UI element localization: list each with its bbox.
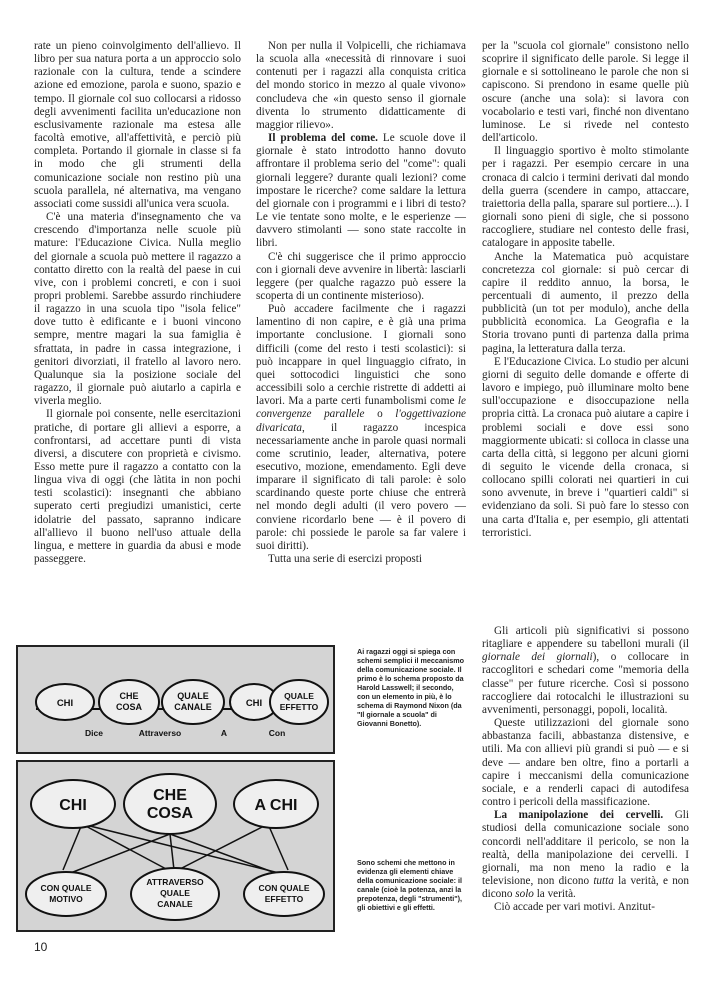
node-che-cosa (99, 680, 159, 724)
paragraph: C'è una materia d'insegnamento che va crescendo d'importanza nelle scuole più mature: l'Educazione Civica. Nulla meglio del giornale a scuola può mettere il ragazzo a contatto diretto con la realtà del paese in cui vive, con i problemi concreti, e con i suoi propri problemi. Sarebbe assurdo rinchiudere il ragazzo in una scuola tipo "isola felice" dove tutto è edificante e i buoni vincono sempre, mentre magari la sua famiglia è sfrattata, in padre in cassa integrazione, i genitori divorziati, il fratello al lavoro nero. Qualunque sia la posizione sociale del ragazzo, il giornale può aiutarlo a capirla e viverla meglio. (34, 211, 241, 408)
paragraph-section-come: Il problema del come. Le scuole dove il giornale è stato introdotto hanno dovuto affrontare il problema serio del "come": quali giornali leggere? durante quali lezioni? come impostare le ricerche? come saldare la lettura del giornale con i programmi e i libri di testo? Le vie tentate sono molte, e le esperienze — davvero stimolanti — sono state raccolte in libri. (256, 132, 467, 250)
svg-text:CON QUALE: CON QUALE (40, 883, 92, 893)
svg-text:CHE: CHE (153, 787, 187, 804)
section-heading: La manipolazione dei cervelli. (494, 809, 664, 822)
page-number: 10 (34, 940, 48, 954)
svg-text:QUALE: QUALE (160, 888, 190, 898)
svg-text:CHI: CHI (245, 698, 263, 709)
nixon-diagram-svg (18, 762, 333, 930)
nixon-diagram (16, 760, 335, 932)
text-column-2 (256, 40, 466, 566)
paragraph: Tutta una serie di esercizi proposti (268, 553, 423, 566)
text-column-3 (482, 40, 689, 540)
node-attraverso-quale-canale (131, 868, 219, 920)
link-con: Con (268, 728, 286, 738)
lasswell-diagram-svg (18, 647, 333, 752)
section-heading: Il problema del come. (268, 132, 378, 145)
node-a-chi (234, 780, 318, 828)
svg-text:EFFETTO: EFFETTO (279, 702, 319, 712)
paragraph: Gli articoli più significativi si possono ritagliare e appendere su tabelloni murali (il giornale dei giornali), o collocare in raccoglitori e schedari come "memoria della classe" per future ricerche. Così si possono raccogliere dai rotocalchi le illustrazioni su avvenimenti, personaggi, popoli, località. (482, 625, 689, 716)
lasswell-diagram (16, 645, 335, 754)
figure-caption-1: Ai ragazzi oggi si spiega con schemi semplici il meccanismo della comunicazione sociale. Il primo è lo schema proposto da Harold Lasswell; il secondo, con un elemento in più, è lo schema di Raymond Nixon (da "Il giornale a scuola" di Giovanni Bonetto). (357, 647, 465, 728)
link-a: A (220, 728, 228, 738)
paragraph: rate un pieno coinvolgimento dell'allievo. Il libro per sua natura porta a un approccio solo razionale con la cultura, tende a scindere azione ed emozione, parola e suono, spazio e tempo. Il giornale col suo collocarsi a ridosso degli avvenimenti facilita un'educazione non esclusivamente razionale ma estesa alle facoltà emotive, all'affettività, e perciò più completa. Portando il giornale in classe si fa in modo che gli strumenti della comunicazione sociale non restino più una scuola parallela, né alternativa, ma vengano associati come sussidi all'unica vera scuola. (34, 40, 241, 210)
paragraph: Il linguaggio sportivo è molto stimolante per i ragazzi. Per esempio cercare in una cronaca di calcio i termini derivati dal mondo della guerra (scendere in campo, attaccare, traiettoria della palla, sparare sul portiere...). I giornali sono pieni di sigle, che si possono raccogliere, studiare nel contesto delle frasi, catalogare in apposite tabelle. (482, 145, 689, 250)
link-attraverso: Attraverso (138, 728, 182, 738)
paragraph: C'è chi suggerisce che il primo approccio con i giornali deve avvenire in libertà: lasciarli leggere (per qualche ragazzo può essere la scoperta di un continente misterioso). (256, 250, 466, 302)
node-con-quale-motivo (26, 872, 106, 916)
paragraph: E l'Educazione Civica. Lo studio per alcuni giorni di seguito delle domande e offerte di lavoro e impiego, può illuminare molto bene sull'occupazione e disoccupazione nella propria città. La cronaca può aiutare a capire i problemi sociali e dove essi sono maggiormente ubicati: si colloca in classe una carta della città, si leggono per alcuni giorni di seguito le vicende della cronaca, si collocano spilli colorati nei quartieri in cui sono avvenute, in breve i "quartieri caldi" si evidenziano da soli. Si può fare lo stesso con una carta d'Italia e, per esempio, gli attentati terroristici. (482, 355, 689, 539)
svg-text:CON QUALE: CON QUALE (258, 883, 310, 893)
svg-text:CANALE: CANALE (157, 899, 193, 909)
svg-text:CHI: CHI (59, 797, 87, 814)
figure-caption-2: Sono schemi che mettono in evidenza gli elementi chiave della comunicazione sociale: il canale (cioè la potenza, anzi la prepotenza, degli "strumenti"), gli obiettivi e gli effetti. (357, 858, 463, 912)
svg-text:QUALE: QUALE (177, 691, 209, 701)
svg-text:QUALE: QUALE (284, 691, 314, 701)
svg-text:CHE: CHE (119, 691, 139, 701)
svg-text:COSA: COSA (115, 702, 143, 712)
link-dice: Dice (85, 728, 103, 738)
paragraph-section-manipolazione: La manipolazione dei cervelli. Gli studiosi della comunicazione sociale sono concordi nell'additare il pericolo, se non la realtà, della manipolazione dei cervelli. I giornali, ma non meno la radio e la televisione, non dicono tutta la verità, e non dicono solo la verità. (482, 809, 690, 901)
svg-text:ATTRAVERSO: ATTRAVERSO (146, 877, 204, 887)
paragraph: Anche la Matematica può acquistare concretezza col giornale: si può cercar di capire il reddito annuo, la borsa, le percentuali di aumento, il prezzo della pubblicità (un tot per modulo), anche della pubblicità economica. La Geografia e la Storia trovano punti di partenza dalla prima pagina, la letteratura dalla terza. (482, 250, 689, 355)
svg-text:MOTIVO: MOTIVO (49, 894, 83, 904)
node-chi (36, 684, 94, 720)
node-che-cosa (124, 774, 216, 834)
node-con-quale-effetto (244, 872, 324, 916)
svg-text:CHI: CHI (56, 698, 74, 709)
text-column-3-continued (482, 625, 689, 914)
svg-text:A CHI: A CHI (254, 797, 298, 814)
paragraph: Non per nulla il Volpicelli, che richiamava la scuola alla «necessità di rinnovare i suoi contenuti per i ragazzi alla conquista critica del mondo storico in mezzo al quale vivono» concludeva che «in questo senso il giornale diventa lo strumento didatticamente di maggior rilievo». (256, 40, 466, 131)
text-column-1 (34, 40, 241, 566)
node-quale-canale (162, 680, 224, 724)
paragraph: Può accadere facilmente che i ragazzi lamentino di non capire, e è già una prima importante conclusione. I giornali sono difficili (come del resto i testi scolastici): si può incappare in quel linguaggio cifrato, in quei sottocodici linguistici che sono accessibili solo a cerchie ristrette di addetti ai lavori. Ma a parte certi funambolismi come le convergenze parallele o l'oggettivazione divaricata, il ragazzo incespica necessariamente anche in parole quasi normali come scrutinio, leader, alternativa, potere esecutivo, mozione, emendamento. Egli deve imparare il significato di tali parole: è solo scardinando queste porte chiuse che entrerà nel mondo degli adulti (il vero povero — conviene ricordarlo bene — è il povero di parole: chi possiede le parole sa far valere i suoi diritti). (256, 303, 467, 552)
paragraph: Ciò accade per vari motivi. Anzitut- (494, 901, 655, 914)
svg-text:EFFETTO: EFFETTO (264, 894, 304, 904)
node-quale-effetto (270, 680, 328, 724)
paragraph: Il giornale poi consente, nelle esercitazioni pratiche, di portare gli allievi a esporre, a confrontarsi, ad accettare punti di vista diversi, a discutere con proprietà e civismo. Esso mette pure il ragazzo a contatto con la lingua viva di oggi (che làtita in non pochi testi scolastici): insegnanti che abbiano superato certi pregiudizi umanistici, certe idolatrie del passato, sapranno indicare all'allievo il buono nell'uso attuale della lingua, e mettere in guardia da abusi e mode passeggere. (34, 408, 241, 566)
svg-text:COSA: COSA (146, 805, 194, 822)
node-chi (31, 780, 115, 828)
svg-text:CANALE: CANALE (174, 702, 212, 712)
paragraph: per la "scuola col giornale" consistono nello scoprire il significato delle parole. Si legge il giornale e si sottolineano le parole che non si capiscono. Si prendono in esame quelle più oscure (anche una sola): si lavora con vocabolario e testi vari, finché non diventano luminose. Le si rivede nel contesto dell'articolo. (482, 40, 689, 145)
paragraph: Queste utilizzazioni del giornale sono abbastanza facili, abbastanza distensive, e utili. Ma con allievi più grandi si può — e si deve — andare ben oltre, fino a portarli a capire i meccanismi della comunicazione sociale, e a renderli capaci di autodifesa contro i pericoli della massificazione. (482, 717, 689, 809)
